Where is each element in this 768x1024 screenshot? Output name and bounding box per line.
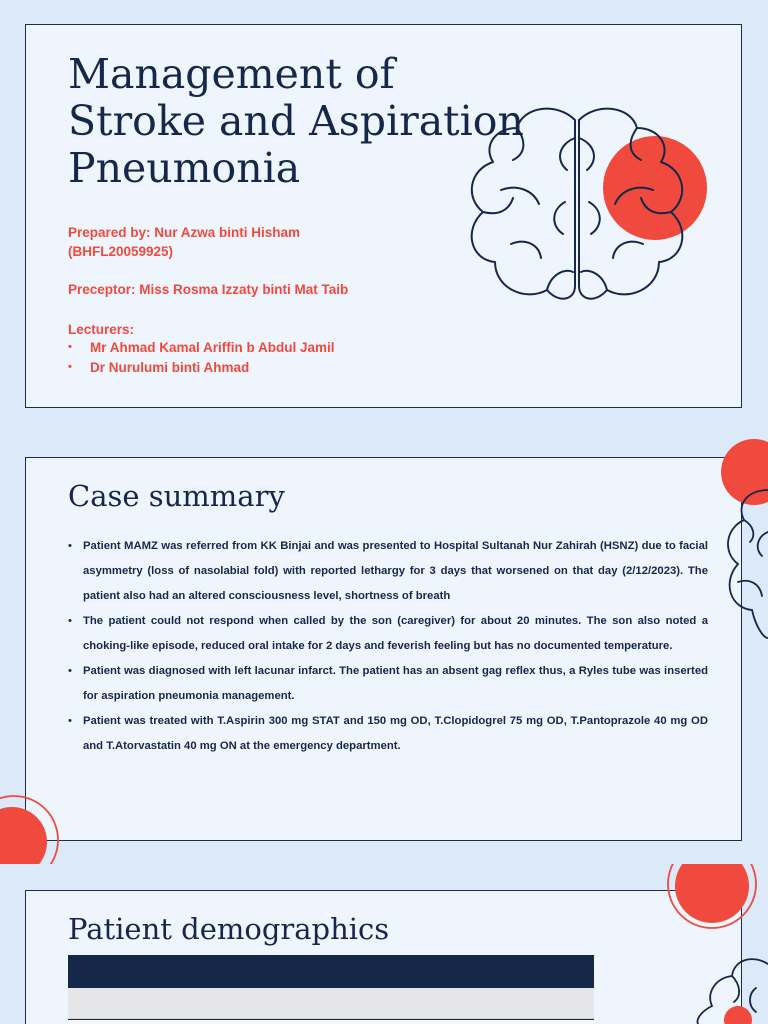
list-item: • The patient could not respond when called by the son (caregiver) for about 20 minutes. The son also noted a choking-like episode, reduced oral intake for 2 days and feverish feeling but has no documented temperature.: [68, 609, 708, 659]
table-header-row: [68, 955, 594, 988]
slide-title: Patient demographics: [68, 912, 390, 946]
lecturers-heading: Lecturers:: [68, 322, 135, 337]
prepared-by: Prepared by: Nur Azwa binti Hisham (BHFL20059925): [68, 225, 301, 259]
lecturers-list: [68, 338, 335, 377]
red-circle-decoration: [721, 439, 768, 505]
slide-card: [25, 457, 742, 841]
demographics-table: [68, 955, 594, 1024]
preceptor: Preceptor: Miss Rosma Izzaty binti Mat Taib: [68, 282, 349, 297]
list-item: • Patient MAMZ was referred from KK Binjai and was presented to Hospital Sultanah Nur Zahirah (HSNZ) due to facial asymmetry (loss of nasolabial fold) with reported lethargy for 3 days that worsened on that day (2/12/2023). The patient also had an altered consciousness level, shortness of breath: [68, 534, 708, 609]
slide-case-summary: [0, 432, 768, 864]
red-circle-decoration: [603, 136, 707, 240]
brain-icon: [455, 98, 715, 318]
table-row: [68, 988, 594, 1019]
slide-card: [25, 890, 742, 1024]
brain-icon: [700, 432, 768, 662]
slide-patient-demographics: [0, 864, 768, 1024]
red-circle-decoration: [675, 864, 749, 923]
lecturer-item: • Mr Ahmad Kamal Ariffin b Abdul Jamil: [68, 338, 335, 358]
brain-icon: [660, 864, 768, 1024]
presentation-title: Management of Stroke and Aspiration Pneumonia: [68, 50, 524, 192]
table-row: [68, 1019, 594, 1024]
list-item: • Patient was treated with T.Aspirin 300 mg STAT and 150 mg OD, T.Clopidogrel 75 mg OD, T.Pantoprazole 40 mg OD and T.Atorvastatin 40 mg ON at the emergency department.: [68, 709, 708, 759]
lecturer-item: • Dr Nurulumi binti Ahmad: [68, 358, 335, 378]
slide-title: [0, 0, 768, 432]
case-summary-list: [68, 534, 708, 759]
list-item: • Patient was diagnosed with left lacunar infarct. The patient has an absent gag reflex thus, a Ryles tube was inserted for aspiration pneumonia management.: [68, 659, 708, 709]
red-circle-decoration: [0, 792, 70, 864]
slide-title: Case summary: [68, 479, 285, 513]
